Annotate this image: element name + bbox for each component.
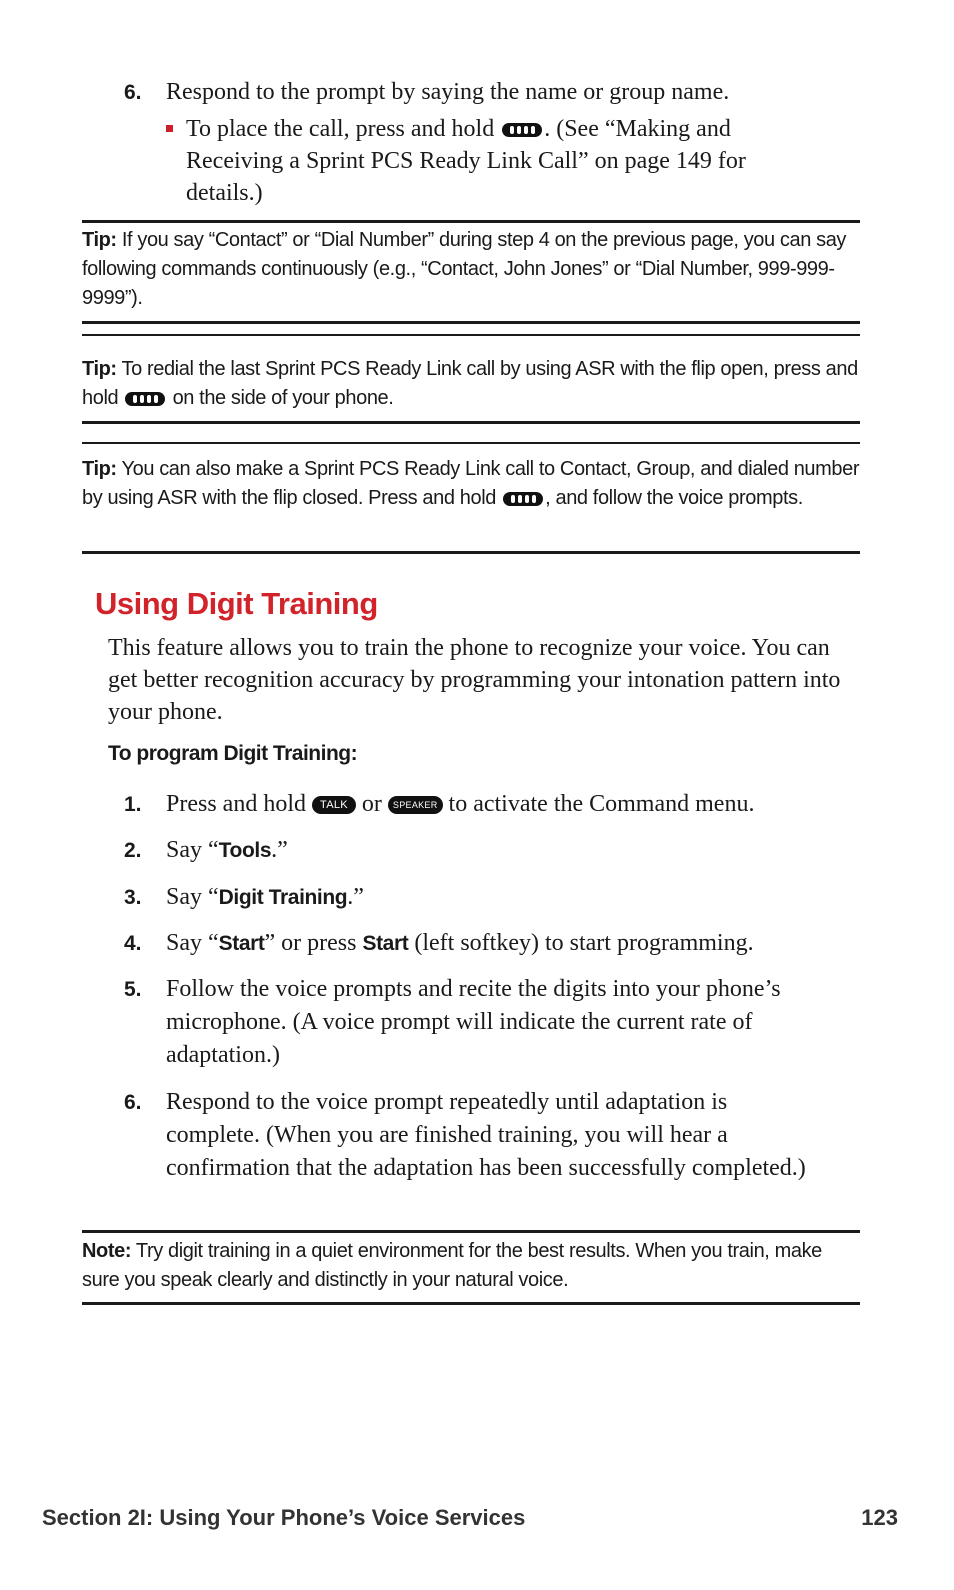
- menu-item-name: Tools: [218, 839, 272, 862]
- step-text: Respond to the prompt by saying the name or group name.: [166, 79, 730, 105]
- step-number: 4.: [124, 932, 142, 955]
- step-text-post: to activate the Command menu.: [448, 791, 755, 817]
- bullet-square-icon: [166, 125, 173, 132]
- step-text-pre: Say “: [166, 884, 219, 910]
- tip-rule-top: [82, 442, 860, 444]
- ptt-side-key-icon: [502, 123, 542, 137]
- tip-text-post: , and follow the voice prompts.: [545, 487, 803, 509]
- step-text: Respond to the voice prompt repeatedly until adaptation is complete. (When you are finished training, you will hear a confirmation that the adaptation has been successfully completed.): [166, 1089, 806, 1181]
- ptt-side-key-icon: [125, 392, 165, 406]
- bullet-text-post: . (See “Making and Receiving a Sprint PCS Ready Link Call” on page 149 for details.): [186, 116, 746, 206]
- step-text-pre: Say “: [166, 930, 219, 956]
- tip-label: Tip:: [82, 458, 117, 480]
- section-heading: Using Digit Training: [95, 586, 378, 621]
- tip-text: If you say “Contact” or “Dial Number” during step 4 on the previous page, you can say following commands continuously (e.g., “Contact, John Jones” or “Dial Number, 999-999-9999”).: [82, 229, 847, 309]
- step-number: 2.: [124, 839, 142, 862]
- note-label: Note:: [82, 1240, 132, 1262]
- step-number: 3.: [124, 886, 142, 909]
- tip-rule-bottom: [82, 551, 860, 554]
- step-number: 6.: [124, 1091, 142, 1114]
- voice-command: Start: [218, 932, 265, 955]
- step-text: [166, 834, 866, 867]
- bullet-text-pre: To place the call, press and hold: [186, 116, 495, 142]
- step-text-pre: Say “: [166, 837, 219, 863]
- softkey-name: Start: [362, 932, 409, 955]
- tip-rule-top: [82, 334, 860, 336]
- step-text: [166, 927, 866, 960]
- talk-key-icon: TALK: [312, 796, 356, 814]
- tip-box-3: [82, 455, 860, 513]
- note-box: [82, 1237, 860, 1295]
- step-number: 1.: [124, 793, 142, 816]
- step-text-post: .”: [347, 884, 364, 910]
- tip-rule-bottom: [82, 421, 860, 424]
- footer-section-title: Section 2I: Using Your Phone’s Voice Services: [42, 1505, 526, 1530]
- bullet-item: [186, 113, 826, 209]
- procedure-subhead: To program Digit Training:: [108, 742, 358, 765]
- step-text: [166, 881, 866, 914]
- step-text-post: (left softkey) to start programming.: [414, 930, 754, 956]
- step-text-mid: or: [361, 791, 382, 817]
- tip-label: Tip:: [82, 358, 117, 380]
- ptt-side-key-icon: [503, 492, 543, 506]
- step-number: 5.: [124, 978, 142, 1001]
- tip-text-pre: You can also make a Sprint PCS Ready Link call to Contact, Group, and dialed number by using ASR with the flip closed. Press and hold: [82, 458, 860, 509]
- tip-text-post: on the side of your phone.: [172, 387, 394, 409]
- tip-box-1: [82, 226, 860, 313]
- tip-rule-top: [82, 220, 860, 223]
- step-text: Follow the voice prompts and recite the digits into your phone’s microphone. (A voice prompt will indicate the current rate of adaptation.): [166, 976, 781, 1068]
- note-text: Try digit training in a quiet environment for the best results. When you train, make sure you speak clearly and distinctly in your natural voice.: [82, 1240, 822, 1291]
- menu-item-name: Digit Training: [218, 886, 348, 909]
- tip-box-2: [82, 355, 860, 413]
- note-rule-bottom: [82, 1302, 860, 1305]
- step-text-pre: Press and hold: [166, 791, 306, 817]
- page-number: 123: [861, 1505, 898, 1530]
- tip-text-pre: To redial the last Sprint PCS Ready Link call by using ASR with the flip open, press and hold: [82, 358, 858, 409]
- tip-label: Tip:: [82, 229, 117, 251]
- step-text-mid: ” or press: [264, 930, 357, 956]
- section-intro: This feature allows you to train the phone to recognize your voice. You can get better recognition accuracy by programming your intonation pattern into your phone.: [108, 635, 841, 725]
- tip-rule-bottom: [82, 321, 860, 324]
- step-text: [166, 788, 866, 821]
- step-number: 6.: [124, 81, 142, 104]
- speaker-key-icon: SPEAKER: [388, 796, 443, 814]
- note-rule-top: [82, 1230, 860, 1233]
- step-text-post: .”: [271, 837, 288, 863]
